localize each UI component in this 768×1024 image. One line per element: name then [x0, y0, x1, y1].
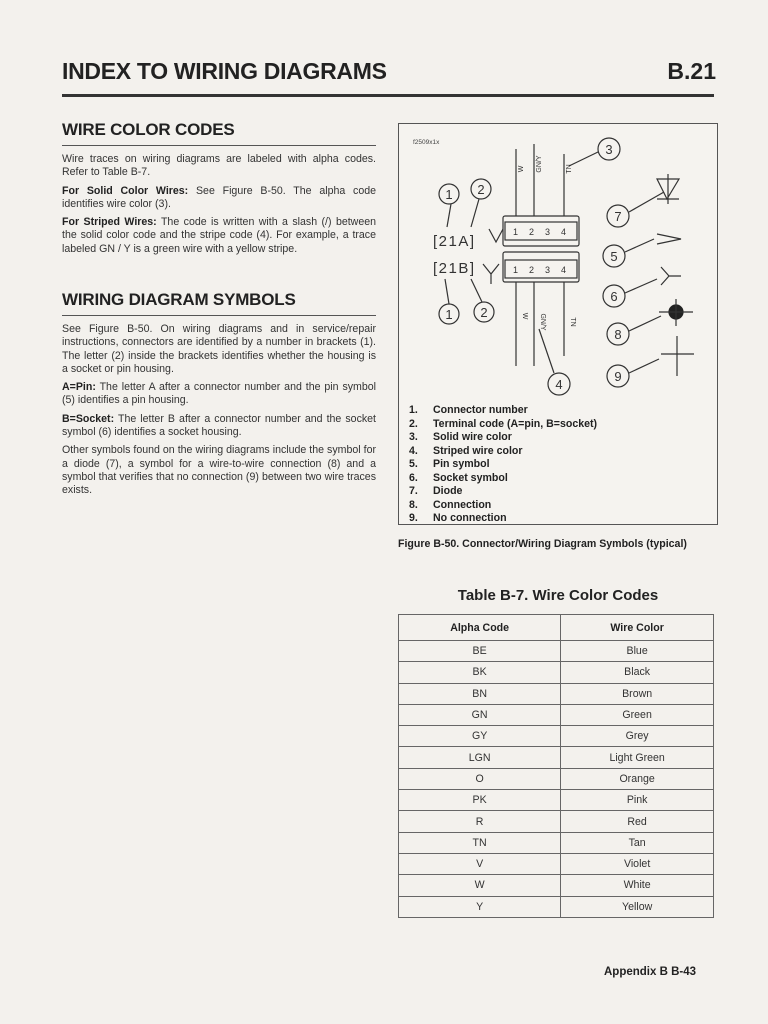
- figure-legend: [409, 404, 597, 525]
- paragraph: [62, 413, 376, 440]
- table-row: [399, 768, 714, 789]
- paragraph-text: The letter A after a connector number and the pin symbol (5) identifies a pin housing.: [62, 381, 376, 407]
- pin-number: 2: [529, 227, 535, 237]
- wire-color-cell: Green: [561, 704, 714, 725]
- callout-number: 4: [555, 377, 563, 392]
- callout-leader: [539, 329, 554, 373]
- wire-color-cell: Pink: [561, 790, 714, 811]
- alpha-code-cell: TN: [399, 832, 561, 853]
- socket-symbol-icon: [483, 264, 499, 284]
- alpha-code-cell: BE: [399, 641, 561, 662]
- table-row: [399, 875, 714, 896]
- callout-number: 3: [605, 142, 613, 157]
- callout-number: 1: [445, 307, 453, 322]
- paragraph-label: For Striped Wires:: [62, 216, 157, 229]
- figure-connector-symbols: [398, 123, 718, 525]
- table-title: Table B-7. Wire Color Codes: [457, 587, 659, 604]
- paragraph-label: A=Pin:: [62, 381, 96, 394]
- socket-symbol-icon: [661, 267, 681, 285]
- legend-item: 2. Terminal code (A=pin, B=socket): [409, 417, 598, 430]
- wire-color-cell: Brown: [561, 683, 714, 704]
- alpha-code-cell: BN: [399, 683, 561, 704]
- alpha-code-cell: LGN: [399, 747, 561, 768]
- callout-number: 1: [445, 187, 453, 202]
- paragraph: [62, 216, 376, 256]
- paragraph-text: The code is written with a slash (/) between the solid color code and the stripe code (4). For example, a trace labeled GN / Y is a green wire with a yellow stripe.: [62, 216, 377, 255]
- wire-color-cell: Yellow: [561, 896, 714, 917]
- legend-item: 1. Connector number: [409, 404, 528, 416]
- section-rule: [62, 315, 376, 316]
- paragraph: See Figure B-50. On wiring diagrams and in service/repair instructions, connectors are identified by a number in brackets (1). The letter (2) inside the brackets identifies whether the housing is a socket or pin housing.: [62, 323, 376, 375]
- callout-number: 6: [610, 289, 618, 304]
- callout-leader: [629, 359, 659, 373]
- callout-number: 2: [477, 182, 485, 197]
- alpha-code-cell: R: [399, 811, 561, 832]
- callout-leader: [471, 279, 482, 302]
- legend-item: 7. Diode: [409, 485, 463, 497]
- paragraph-label: For Solid Color Wires:: [62, 184, 189, 197]
- callout-number: 2: [480, 305, 488, 320]
- pin-number: 1: [513, 227, 519, 237]
- table-row: [399, 832, 714, 853]
- wire-color-cell: Tan: [561, 832, 714, 853]
- wire-label: W: [521, 312, 528, 320]
- table-row: [399, 726, 714, 747]
- table-row: [399, 790, 714, 811]
- pin-symbol-icon: [657, 234, 681, 244]
- wire-color-cell: Violet: [561, 853, 714, 874]
- legend-item: 4. Striped wire color: [409, 444, 523, 457]
- table-row: [399, 641, 714, 662]
- alpha-code-cell: V: [399, 853, 561, 874]
- paragraph: Other symbols found on the wiring diagrams include the symbol for a diode (7), a symbol for a wire-to-wire connection (8) and a symbol that verifies that no connection (9) between two wire traces exists.: [62, 444, 376, 497]
- wire-color-cell: Blue: [561, 641, 714, 662]
- alpha-code-cell: PK: [399, 790, 561, 811]
- callout-leader: [625, 279, 657, 293]
- paragraph-text: The letter B after a connector number and the socket symbol (6) identifies a socket housing.: [62, 412, 376, 439]
- figure-id-label: f2509x1x: [413, 139, 440, 146]
- wire-label: TN: [569, 317, 576, 327]
- section-heading-wiring-diagram-symbols: WIRING DIAGRAM SYMBOLS: [62, 290, 296, 309]
- callout-number: 9: [614, 369, 622, 384]
- pin-number: 3: [545, 227, 551, 237]
- paragraph: [62, 381, 376, 408]
- page-code: B.21: [667, 58, 716, 84]
- paragraph: [62, 185, 376, 212]
- callout-leader: [625, 239, 654, 252]
- wire-label: W: [518, 165, 525, 173]
- page-title: INDEX TO WIRING DIAGRAMS: [62, 58, 387, 84]
- paragraph: Wire traces on wiring diagrams are labeled with alpha codes. Refer to Table B-7.: [62, 153, 376, 179]
- table-row: [399, 704, 714, 725]
- paragraph-label: B=Socket:: [62, 412, 115, 425]
- column-header: Wire Color: [561, 615, 714, 641]
- alpha-code-cell: O: [399, 768, 561, 789]
- table-row: [399, 683, 714, 704]
- callout-leader: [629, 192, 664, 212]
- section-heading-wire-color-codes: WIRE COLOR CODES: [62, 120, 235, 139]
- diode-icon: [657, 174, 679, 204]
- wire-color-table: [398, 614, 714, 918]
- callout-number: 5: [610, 249, 618, 264]
- legend-item: 5. Pin symbol: [409, 458, 490, 470]
- pin-number: 4: [561, 265, 567, 275]
- wire-color-cell: White: [561, 875, 714, 896]
- wire-label: GN/Y: [536, 155, 543, 173]
- table-row: [399, 896, 714, 917]
- table-body: [399, 641, 714, 918]
- pin-number: 1: [513, 265, 519, 275]
- pin-number: 2: [529, 265, 535, 275]
- page-footer: Appendix B B-43: [603, 966, 696, 978]
- wire-color-cell: Black: [561, 662, 714, 683]
- callout-leader: [569, 152, 598, 166]
- connector-b-label: [21B]: [433, 260, 476, 277]
- callout-leader: [445, 279, 449, 304]
- alpha-code-cell: W: [399, 875, 561, 896]
- section-body-wire-color: [62, 153, 376, 256]
- title-rule: [62, 94, 714, 97]
- wire-color-cell: Orange: [561, 768, 714, 789]
- callout-leader: [471, 199, 479, 227]
- alpha-code-cell: Y: [399, 896, 561, 917]
- pin-number: 4: [561, 227, 567, 237]
- table-header-row: [399, 615, 714, 641]
- wire-color-cell: Grey: [561, 726, 714, 747]
- callout-number: 8: [614, 327, 622, 342]
- wire-label: GN/Y: [539, 313, 546, 331]
- section-body-symbols: [62, 323, 376, 498]
- column-header: Alpha Code: [399, 615, 561, 641]
- pin-number: 3: [545, 265, 551, 275]
- wire-color-cell: Red: [561, 811, 714, 832]
- table-row: [399, 853, 714, 874]
- table-row: [399, 811, 714, 832]
- wire-color-cell: Light Green: [561, 747, 714, 768]
- alpha-code-cell: GY: [399, 726, 561, 747]
- table-row: [399, 662, 714, 683]
- section-rule: [62, 145, 376, 146]
- legend-item: 9. No connection: [409, 512, 507, 524]
- legend-item: 3. Solid wire color: [409, 431, 512, 443]
- pin-symbol-icon: [489, 229, 503, 242]
- callout-leader: [447, 204, 451, 227]
- callout-number: 7: [614, 209, 622, 224]
- connector-a-label: [21A]: [433, 233, 476, 250]
- wire-label: TN: [566, 164, 573, 174]
- legend-item: 8. Connection: [409, 498, 492, 511]
- callout-leader: [629, 316, 661, 331]
- alpha-code-cell: BK: [399, 662, 561, 683]
- legend-item: 6. Socket symbol: [409, 471, 508, 484]
- alpha-code-cell: GN: [399, 704, 561, 725]
- table-row: [399, 747, 714, 768]
- figure-caption: Figure B-50. Connector/Wiring Diagram Symbols (typical): [398, 538, 687, 550]
- paragraph-text: See Figure B-50. The alpha code identifies wire color (3).: [62, 184, 376, 210]
